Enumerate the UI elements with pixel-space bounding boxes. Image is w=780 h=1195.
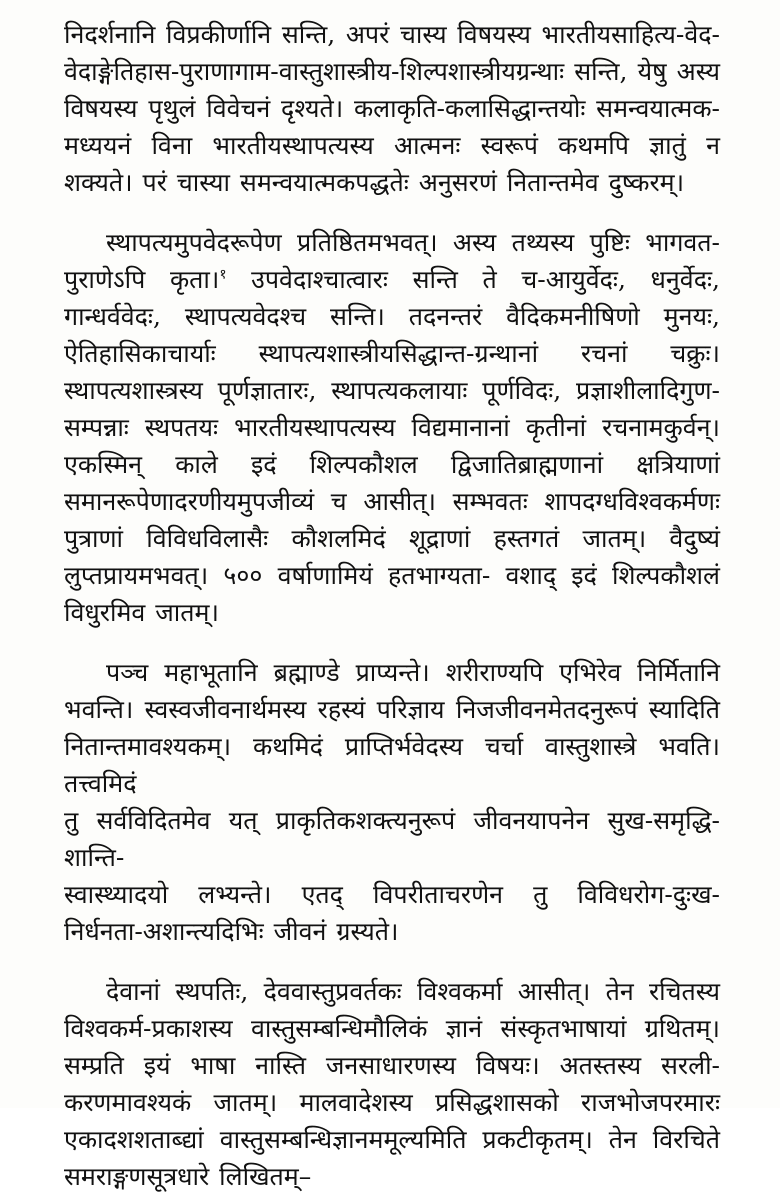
text-line: पञ्च महाभूतानि ब्रह्माण्डे प्राप्यन्ते। शरीराण्यपि एभिरेव निर्मितानि bbox=[106, 658, 720, 687]
text-line: नितान्तमावश्यकम्। कथमिदं प्राप्तिर्भवेदस्य चर्चा वास्तुशास्त्रे भवति। तत्त्वमिदं bbox=[64, 732, 720, 798]
text-line: लुप्तप्रायमभवत्। ५०० वर्षाणामियं हतभाग्यता- वशाद् इदं शिल्पकौशलं bbox=[64, 561, 720, 590]
text-line: समानरूपेणादरणीयमुपजीव्यं च आसीत्। सम्भवतः शापदग्धविश्वकर्मणः bbox=[64, 487, 720, 516]
text-line: विश्वकर्म-प्रकाशस्य वास्तुसम्बन्धिमौलिकं ज्ञानं संस्कृतभाषायां ग्रथितम्। bbox=[64, 1014, 720, 1043]
text-line: ऐतिहासिकाचार्याः स्थापत्यशास्त्रीयसिद्धान्त-ग्रन्थानां रचनां चक्रुः। bbox=[64, 339, 720, 368]
text-line: समराङ्गणसूत्रधारे लिखितम्– bbox=[64, 1162, 312, 1191]
text-line: वेदाङ्गेतिहास-पुराणागाम-वास्तुशास्त्रीय-शिल्पशास्त्रीयग्रन्थाः सन्ति, येषु अस्य bbox=[64, 57, 720, 86]
text-line: मध्ययनं विना भारतीयस्थापत्यस्य आत्मनः स्वरूपं कथमपि ज्ञातुं न bbox=[64, 131, 720, 160]
text-line: गान्धर्ववेदः, स्थापत्यवेदश्च सन्ति। तदनन्तरं वैदिकमनीषिणो मुनयः, bbox=[64, 302, 720, 331]
text-segment: पुराणेऽपि कृता। bbox=[64, 265, 220, 294]
text-line: एकादशशताब्द्यां वास्तुसम्बन्धिज्ञानममूल्यमिति प्रकटीकृतम्। तेन विरचिते bbox=[64, 1125, 720, 1154]
text-line: स्थापत्यशास्त्रस्य पूर्णज्ञातारः, स्थापत्यकलायाः पूर्णविदः, प्रज्ञाशीलादिगुण- bbox=[64, 376, 720, 405]
text-line: सम्प्रति इयं भाषा नास्ति जनसाधारणस्य विषयः। अतस्तस्य सरली- bbox=[64, 1051, 720, 1080]
paragraph-4 bbox=[64, 973, 720, 1195]
text-line: विषयस्य पृथुलं विवेचनं दृश्यते। कलाकृति-कलासिद्धान्तयोः समन्वयात्मक- bbox=[64, 94, 720, 123]
paragraph-1 bbox=[64, 16, 720, 201]
text-line: विधुरमिव जातम्। bbox=[64, 598, 219, 627]
text-line: निर्धनता-अशान्त्यदिभिः जीवनं ग्रस्यते। bbox=[64, 917, 399, 946]
text-line: सम्पन्नाः स्थपतयः भारतीयस्थापत्यस्य विद्यमानानां कृतीनां रचनामकुर्वन्। bbox=[64, 413, 720, 442]
text-line bbox=[64, 261, 720, 298]
text-line: पुत्राणां विविधविलासैः कौशलमिदं शूद्राणां हस्तगतं जातम्। वैदुष्यं bbox=[64, 524, 720, 553]
footnote-marker: १ bbox=[219, 266, 227, 283]
paragraph-2 bbox=[64, 224, 720, 631]
text-line: स्वास्थ्यादयो लभ्यन्ते। एतद् विपरीताचरणेन तु विविधरोग-दुःख- bbox=[64, 880, 720, 909]
text-line: शक्यते। परं चास्या समन्वयात्मकपद्धतेः अनुसरणं नितान्तमेव दुष्करम्। bbox=[64, 168, 685, 197]
text-line: स्थापत्यमुपवेदरूपेण प्रतिष्ठितमभवत्। अस्य तथ्यस्य पुष्टिः भागवत- bbox=[106, 228, 720, 257]
paragraph-3 bbox=[64, 654, 720, 950]
text-line: तु सर्वविदितमेव यत् प्राकृतिकशक्त्यनुरूपं जीवनयापनेन सुख-समृद्धि-शान्ति- bbox=[64, 806, 720, 872]
text-line: एकस्मिन् काले इदं शिल्पकौशल द्विजातिब्राह्मणानां क्षत्रियाणां bbox=[64, 450, 720, 479]
text-line: भवन्ति। स्वस्वजीवनार्थमस्य रहस्यं परिज्ञाय निजजीवनमेतदनुरूपं स्यादिति bbox=[64, 695, 720, 724]
text-line: निदर्शनानि विप्रकीर्णानि सन्ति, अपरं चास्य विषयस्य भारतीयसाहित्य-वेद- bbox=[64, 20, 720, 49]
text-segment: उपवेदाश्चात्वारः सन्ति ते च-आयुर्वेदः, धनुर्वेदः, bbox=[251, 265, 720, 294]
text-line: देवानां स्थपतिः, देववास्तुप्रवर्तकः विश्वकर्मा आसीत्। तेन रचितस्य bbox=[106, 977, 720, 1006]
text-line: करणमावश्यकं जातम्। मालवादेशस्य प्रसिद्धशासको राजभोजपरमारः bbox=[64, 1088, 720, 1117]
